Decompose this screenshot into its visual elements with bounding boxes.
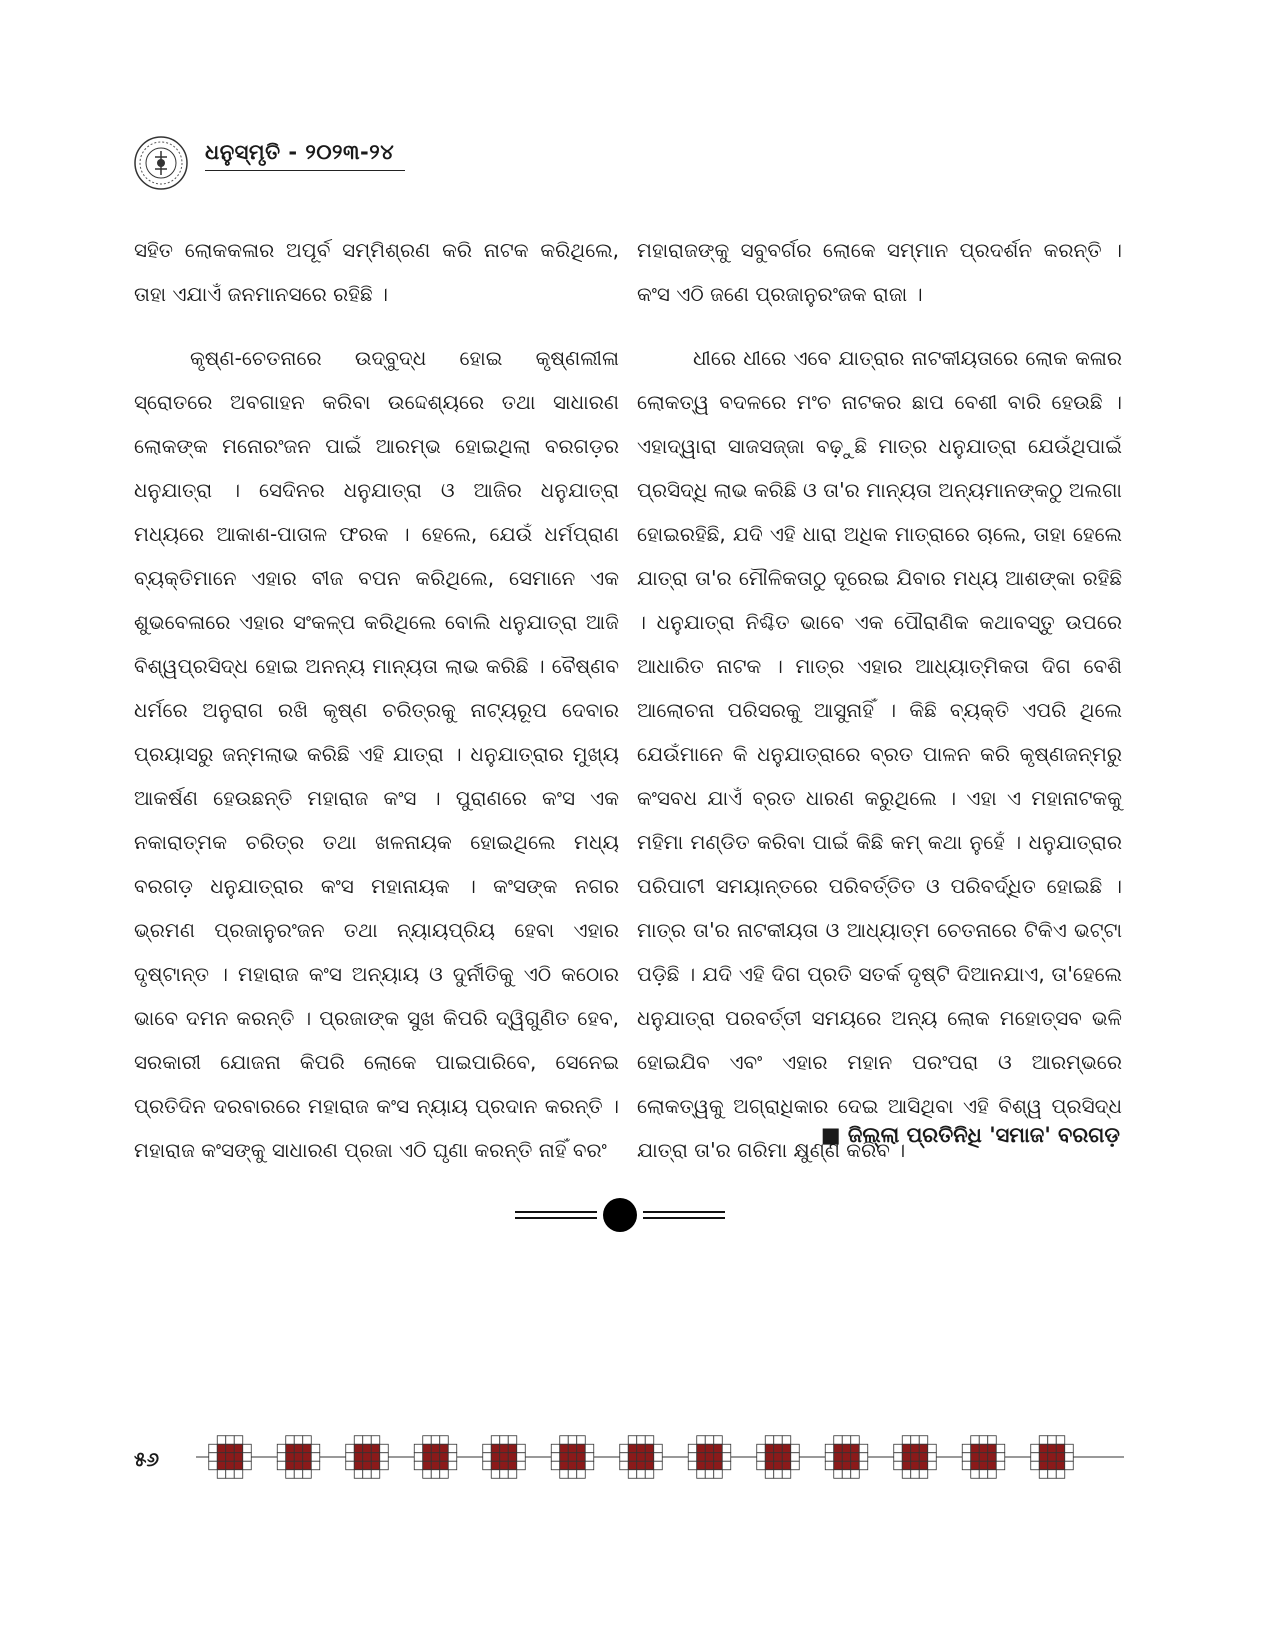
paragraph: ଧୀରେ ଧୀରେ ଏବେ ଯାତ୍ରାର ନାଟକୀୟତାରେ ଲୋକ କଳାର ଲୋକତ୍ୱ ବଦଳରେ ମଂଚ ନାଟକର ଛାପ ବେଶୀ ବାରି ହେଉଛି । ଏହାଦ୍ୱାରା ସାଜସଜ୍ଜା ବଢ଼ୁଛି ମାତ୍ର ଧନୁଯାତ୍ରା ଯେଉଁଥିପାଇଁ ପ୍ରସିଦ୍ଧି ଲାଭ କରିଛି ଓ ତା'ର ମାନ୍ୟତା ଅନ୍ୟମାନଙ୍କଠୁ ଅଲଗା ହୋଇରହିଛି, ଯଦି ଏହି ଧାରା ଅଧିକ ମାତ୍ରାରେ ଚାଲେ, ତାହା ହେଲେ ଯାତ୍ରା ତା'ର ମୌଳିକତାଠୁ ଦୂରେଇ ଯିବାର ମଧ୍ୟ ଆଶଙ୍କା ରହିଛି । ଧନୁଯାତ୍ରା ନିଶ୍ଚିତ ଭାବେ ଏକ ପୌରାଣିକ କଥାବସ୍ତୁ ଉପରେ ଆଧାରିତ ନାଟକ । ମାତ୍ର ଏହାର ଆଧ୍ୟାତ୍ମିକତା ଦିଗ ବେଶି ଆଲୋଚନା ପରିସରକୁ ଆସୁନାହିଁ । କିଛି ବ୍ୟକ୍ତି ଏପରି ଥିଲେ ଯେଉଁମାନେ କି ଧନୁଯାତ୍ରାରେ ବ୍ରତ ପାଳନ କରି କୃଷ୍ଣଜନ୍ମରୁ କଂସବଧ ଯାଏଁ ବ୍ରତ ଧାରଣ କରୁଥିଲେ । ଏହା ଏ ମହାନାଟକକୁ ମହିମା ମଣ୍ଡିତ କରିବା ପାଇଁ କିଛି କମ୍ କଥା ନୁହେଁ । ଧନୁଯାତ୍ରାର ପରିପାଟୀ ସମୟାନ୍ତରେ ପରିବର୍ତ୍ତିତ ଓ ପରିବର୍ଦ୍ଧିତ ହୋଇଛି । ମାତ୍ର ତା'ର ନାଟକୀୟତା ଓ ଆଧ୍ୟାତ୍ମ ଚେତନାରେ ଟିକିଏ ଭଟ୍ଟା ପଡ଼ିଛି । ଯଦି ଏହି ଦିଗ ପ୍ରତି ସତର୍କ ଦୃଷ୍ଟି ଦିଆନଯାଏ, ତା'ହେଲେ ଧନୁଯାତ୍ରା ପରବର୍ତ୍ତୀ ସମୟରେ ଅନ୍ୟ ଲୋକ ମହୋତ୍ସବ ଭଳି ହୋଇଯିବ ଏବଂ ଏହାର ମହାନ ପରଂପରା ଓ ଆରମ୍ଭରେ ଲୋକତ୍ୱକୁ ଅଗ୍ରାଧିକାର ଦେଇ ଆସିଥିବା ଏହି ବିଶ୍ୱ ପ୍ରସିଦ୍ଧ ଯାତ୍ରା ତା'ର ଗରିମା କ୍ଷୁଣ୍ଣ କରିବ । xyxy=(637,346,1122,1162)
header-title: ଧନୁସ୍ମୃତି - ୨୦୨୩-୨୪ xyxy=(205,140,395,164)
byline: ■ ଜିଲ୍ଲା ପ୍ରତିନିଧି 'ସମାଜ' ବରଗଡ଼ xyxy=(820,1123,1120,1147)
page-number: ୫୬ xyxy=(134,1447,160,1471)
section-divider-ornament xyxy=(515,1195,725,1235)
border-motif xyxy=(346,1436,389,1479)
paragraph: କୃଷ୍ଣ-ଚେତନାରେ ଉଦ୍‌ବୁଦ୍ଧ ହୋଇ କୃଷ୍ଣଲୀଳା ସ୍ରୋତରେ ଅବଗାହନ କରିବା ଉଦ୍ଦେଶ୍ୟରେ ତଥା ସାଧାରଣ ଲୋକଙ୍କ ମନୋରଂଜନ ପାଇଁ ଆରମ୍ଭ ହୋଇଥିଲା ବରଗଡ଼ର ଧନୁଯାତ୍ରା । ସେଦିନର ଧନୁଯାତ୍ରା ଓ ଆଜିର ଧନୁଯାତ୍ରା ମଧ୍ୟରେ ଆକାଶ-ପାତାଳ ଫରକ । ହେଲେ, ଯେଉଁ ଧର୍ମପ୍ରାଣ ବ୍ୟକ୍ତିମାନେ ଏହାର ବୀଜ ବପନ କରିଥିଲେ, ସେମାନେ ଏକ ଶୁଭବେଳାରେ ଏହାର ସଂକଳ୍ପ କରିଥିଲେ ବୋଲି ଧନୁଯାତ୍ରା ଆଜି ବିଶ୍ୱପ୍ରସିଦ୍ଧ ହୋଇ ଅନନ୍ୟ ମାନ୍ୟତା ଲାଭ କରିଛି । ବୈଷ୍ଣବ ଧର୍ମରେ ଅନୁରାଗ ରଖି କୃଷ୍ଣ ଚରିତ୍ରକୁ ନାଟ୍ୟରୂପ ଦେବାର ପ୍ରୟାସରୁ ଜନ୍ମଲାଭ କରିଛି ଏହି ଯାତ୍ରା । ଧନୁଯାତ୍ରାର ମୁଖ୍ୟ ଆକର୍ଷଣ ହେଉଛନ୍ତି ମହାରାଜ କଂସ । ପୁରାଣରେ କଂସ ଏକ ନକାରାତ୍ମକ ଚରିତ୍ର ତଥା ଖଳନାୟକ ହୋଇଥିଲେ ମଧ୍ୟ ବରଗଡ଼ ଧନୁଯାତ୍ରାର କଂସ ମହାନାୟକ । କଂସଙ୍କ ନଗର ଭ୍ରମଣ ପ୍ରଜାନୁରଂଜନ ତଥା ନ୍ୟାୟପ୍ରିୟ ହେବା ଏହାର ଦୃଷ୍ଟାନ୍ତ । ମହାରାଜ କଂସ ଅନ୍ୟାୟ ଓ ଦୁର୍ନୀତିକୁ ଏଠି କଠୋର ଭାବେ ଦମନ କରନ୍ତି । ପ୍ରଜାଙ୍କ ସୁଖ କିପରି ଦ୍ୱିଗୁଣିତ ହେବ, ସରକାରୀ ଯୋଜନା କିପରି ଲୋକେ ପାଇପାରିବେ, ସେନେଇ ପ୍ରତିଦିନ ଦରବାରରେ ମହାରାଜ କଂସ ନ୍ୟାୟ ପ୍ରଦାନ କରନ୍ତି । ମହାରାଜ କଂସଙ୍କୁ ସାଧାରଣ ପ୍ରଜା ଏଠି ଘୃଣା କରନ୍ତି ନାହିଁ ବରଂ xyxy=(134,346,619,1162)
emblem-logo xyxy=(133,135,189,191)
border-motif xyxy=(551,1436,594,1479)
border-motif xyxy=(620,1436,663,1479)
border-motif xyxy=(1031,1436,1074,1479)
article-right-column xyxy=(637,228,1122,1172)
border-motif xyxy=(688,1436,731,1479)
header-underline xyxy=(205,170,405,171)
border-motif xyxy=(483,1436,526,1479)
border-motif xyxy=(757,1436,800,1479)
paragraph: ସହିତ ଲୋକକଳାର ଅପୂର୍ବ ସମ୍ମିଶ୍ରଣ କରି ନାଟକ କରିଥିଲେ, ତାହା ଏଯାଏଁ ଜନମାନସରେ ରହିଛି । xyxy=(134,238,619,306)
ornamental-border-strip xyxy=(196,1425,1124,1489)
border-motif xyxy=(894,1436,937,1479)
border-motif xyxy=(962,1436,1005,1479)
border-motif xyxy=(825,1436,868,1479)
article-left-column xyxy=(134,228,619,1172)
border-motif xyxy=(277,1436,320,1479)
border-motif xyxy=(209,1436,252,1479)
paragraph: ମହାରାଜଙ୍କୁ ସବୁବର୍ଗର ଲୋକେ ସମ୍ମାନ ପ୍ରଦର୍ଶନ କରନ୍ତି । କଂସ ଏଠି ଜଣେ ପ୍ରଜାନୁରଂଜକ ରାଜା । xyxy=(637,238,1122,306)
border-motif xyxy=(414,1436,457,1479)
